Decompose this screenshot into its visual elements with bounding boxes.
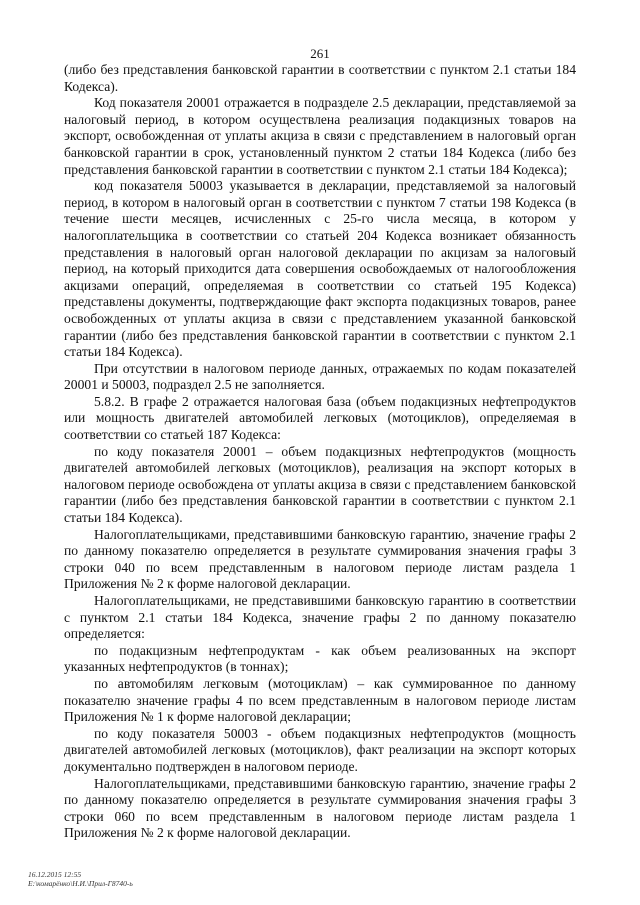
paragraph-12: Налогоплательщиками, представившими банковскую гарантию, значение графы 2 по данному показателю определяется в результате суммирования значения графы 3 строки 060 по всем представленным в налоговом периоде листам раздела 1 Приложения № 2 к форме налоговой декларации. — [64, 775, 576, 841]
paragraph-3: код показателя 50003 указывается в декларации, представляемой за налоговый период, в котором в налоговый орган в соответствии с пунктом 7 статьи 198 Кодекса (в течение шести месяцев, исчисленных с 25-го числа месяца, в котором у налогоплательщика в соответствии со статьей 204 Кодекса возникает обязанность представления в налоговый орган налоговой декларации по акцизам за налоговый период, на который приходится дата совершения освобождаемых от налогообложения акцизами операций, определяемая в соответствии со статьей 195 Кодекса) представлены документы, подтверждающие факт экспорта подакцизных товаров, ранее освобожденных от уплаты акциза в связи с представлением указанной банковской гарантии (либо без представления банковской гарантии в соответствии с пунктом 2.1 статьи 184 Кодекса). — [64, 178, 576, 360]
paragraph-2: Код показателя 20001 отражается в подразделе 2.5 декларации, представляемой за налоговый период, в котором осуществлена реализация подакцизных товаров на экспорт, освобожденная от уплаты акциза в связи с представлением в налоговый орган банковской гарантии в срок, установленный пунктом 2 статьи 184 Кодекса (либо без представления банковской гарантии в соответствии с пунктом 2.1 статьи 184 Кодекса); — [64, 95, 576, 177]
paragraph-7: Налогоплательщиками, представившими банковскую гарантию, значение графы 2 по данному показателю определяется в результате суммирования значения графы 3 строки 040 по всем представленным в налоговом периоде листам раздела 1 Приложения № 2 к форме налоговой декларации. — [64, 526, 576, 592]
paragraph-5: 5.8.2. В графе 2 отражается налоговая база (объем подакцизных нефтепродуктов или мощность двигателей автомобилей легковых (мотоциклов), определяемая в соответствии со статьей 187 Кодекса: — [64, 393, 576, 443]
document-footer — [28, 870, 133, 888]
page-number: 261 — [310, 46, 330, 61]
paragraph-1: (либо без представления банковской гарантии в соответствии с пунктом 2.1 статьи 184 Кодекса). — [64, 62, 576, 94]
paragraph-10: по автомобилям легковым (мотоциклам) – как суммированное по данному показателю значение графы 4 по всем представленным в налоговом периоде листам Приложения № 1 к форме налоговой декларации; — [64, 675, 576, 725]
paragraph-11: по коду показателя 50003 - объем подакцизных нефтепродуктов (мощность двигателей автомобилей легковых (мотоциклов), факт реализации на экспорт которых документально подтвержден в налоговом периоде. — [64, 725, 576, 774]
footer-file-path: E:\комарёнко\Н.И.\Прил-Г8740-ь — [28, 879, 133, 888]
paragraph-6: по коду показателя 20001 – объем подакцизных нефтепродуктов (мощность двигателей автомобилей легковых (мотоциклов), реализация на экспорт которых в налоговом периоде освобождена от уплаты акциза в связи с представлением банковской гарантии (либо без представления банковской гарантии в соответствии с пунктом 2.1 статьи 184 Кодекса). — [64, 443, 576, 526]
paragraph-8: Налогоплательщиками, не представившими банковскую гарантию в соответствии с пунктом 2.1 статьи 184 Кодекса, значение графы 2 по данному показателю определяется: — [64, 593, 576, 642]
paragraph-9: по подакцизным нефтепродуктам - как объем реализованных на экспорт указанных нефтепродуктов (в тоннах); — [64, 642, 576, 675]
document-body — [64, 62, 576, 842]
footer-timestamp: 16.12.2015 12:55 — [28, 870, 82, 879]
paragraph-4: При отсутствии в налоговом периоде данных, отражаемых по кодам показателей 20001 и 50003, подраздел 2.5 не заполняется. — [64, 360, 576, 393]
